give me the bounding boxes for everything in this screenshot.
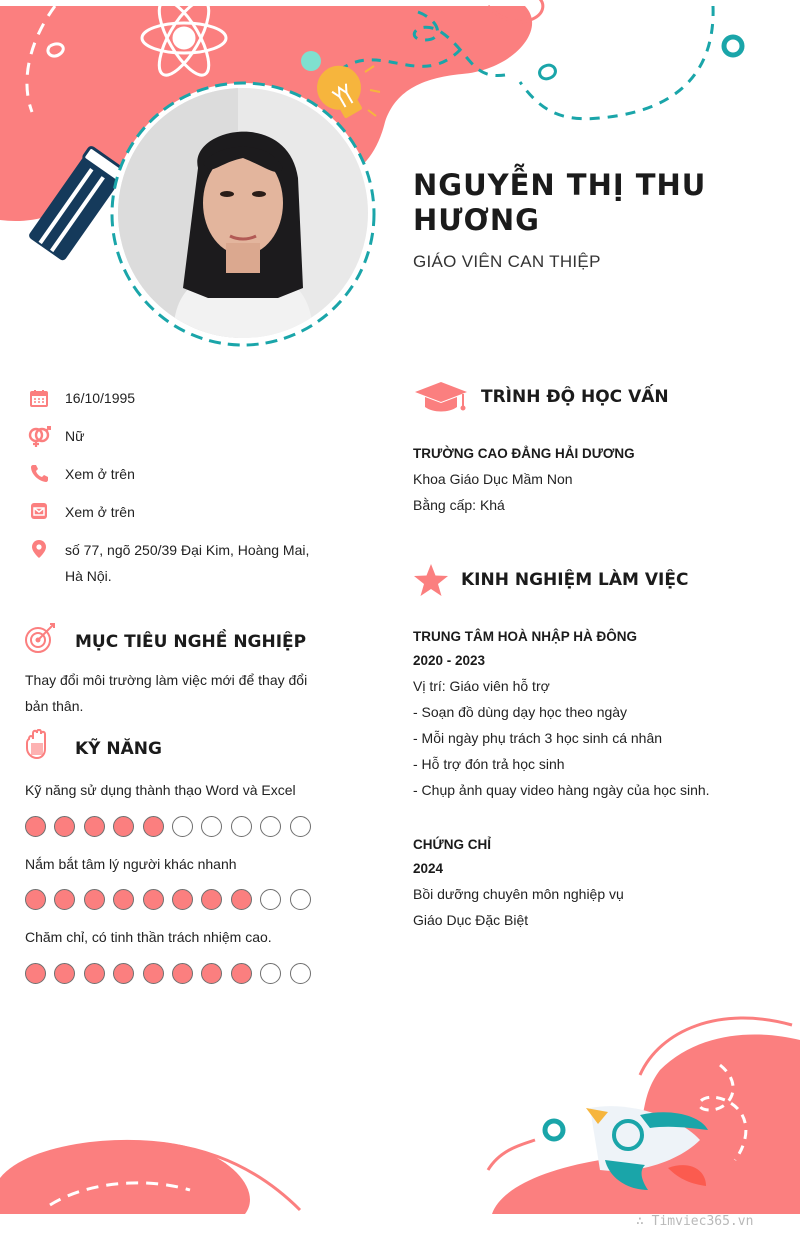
education-block <box>413 442 783 518</box>
phone-icon <box>25 464 53 486</box>
rating-dot-filled <box>25 889 46 910</box>
rating-dot-filled <box>172 889 193 910</box>
certificate-line: Giáo Dục Đặc Biệt <box>413 912 529 928</box>
rating-dot-empty <box>290 889 311 910</box>
phone-row <box>25 464 325 487</box>
rating-dot-filled <box>113 889 134 910</box>
email-row <box>25 502 325 525</box>
duty-item: - Soạn đồ dùng dạy học theo ngày <box>413 704 628 720</box>
skill-rating <box>25 889 311 910</box>
rating-dot-filled <box>231 889 252 910</box>
target-icon <box>24 622 58 654</box>
rating-dot-filled <box>54 889 75 910</box>
objective-title: MỤC TIÊU NGHỀ NGHIỆP <box>75 632 307 652</box>
rating-dot-empty <box>260 963 281 984</box>
position: Vị trí: Giáo viên hỗ trợ <box>413 678 550 694</box>
skill-rating <box>25 963 311 984</box>
company-name: TRUNG TÂM HOÀ NHẬP HÀ ĐÔNG <box>413 629 637 644</box>
experience-title: KINH NGHIỆM LÀM VIỆC <box>461 570 689 590</box>
calendar-icon <box>25 388 53 410</box>
skills-title: KỸ NĂNG <box>75 739 162 759</box>
gender-text: Nữ <box>65 428 85 444</box>
gender-icon <box>25 426 53 448</box>
address-text: số 77, ngõ 250/39 Đại Kim, Hoàng Mai, Hà Nội. <box>65 542 310 584</box>
hand-icon <box>25 729 49 759</box>
experience-block <box>413 625 783 803</box>
graduation-cap-icon <box>413 380 469 414</box>
duty-item: - Mỗi ngày phụ trách 3 học sinh cá nhân <box>413 730 663 746</box>
job-title: GIÁO VIÊN CAN THIỆP <box>413 252 601 271</box>
rating-dot-filled <box>172 963 193 984</box>
certificate-line: Bồi dưỡng chuyên môn nghiệp vụ <box>413 886 624 902</box>
work-period: 2020 - 2023 <box>413 653 486 668</box>
rating-dot-filled <box>201 963 222 984</box>
rating-dot-filled <box>231 963 252 984</box>
address-row <box>25 540 325 589</box>
faculty: Khoa Giáo Dục Mầm Non <box>413 471 573 487</box>
rating-dot-filled <box>25 816 46 837</box>
degree: Bằng cấp: Khá <box>413 497 505 513</box>
rating-dot-empty <box>290 816 311 837</box>
rating-dot-filled <box>25 963 46 984</box>
birthday-text: 16/10/1995 <box>65 390 136 406</box>
rating-dot-filled <box>113 963 134 984</box>
star-icon <box>413 563 449 597</box>
watermark: ∴ Timviec365.vn <box>636 1214 754 1229</box>
gender-row <box>25 426 325 449</box>
duty-item: - Hỗ trợ đón trả học sinh <box>413 756 565 772</box>
rating-dot-filled <box>113 816 134 837</box>
rating-dot-filled <box>201 889 222 910</box>
duty-item: - Chụp ảnh quay video hàng ngày của học sinh. <box>413 782 710 798</box>
rating-dot-empty <box>172 816 193 837</box>
skill-rating <box>25 816 311 837</box>
rating-dot-empty <box>260 816 281 837</box>
candidate-name: NGUYỄN THỊ THU HƯƠNG <box>413 168 707 237</box>
rating-dot-filled <box>84 889 105 910</box>
skill-label: Chăm chỉ, có tinh thần trách nhiệm cao. <box>25 929 272 945</box>
rating-dot-filled <box>143 963 164 984</box>
certificates-block <box>413 833 783 933</box>
school-name: TRƯỜNG CAO ĐẲNG HẢI DƯƠNG <box>413 446 635 461</box>
phone-text: Xem ở trên <box>65 466 135 482</box>
location-icon <box>25 540 53 562</box>
rating-dot-filled <box>143 889 164 910</box>
skill-label: Kỹ năng sử dụng thành thạo Word và Excel <box>25 782 296 798</box>
birthday-row <box>25 388 325 411</box>
rating-dot-filled <box>84 816 105 837</box>
avatar <box>118 88 368 338</box>
email-text: Xem ở trên <box>65 504 135 520</box>
certificates-title: CHỨNG CHỈ <box>413 837 491 852</box>
rating-dot-filled <box>84 963 105 984</box>
rating-dot-filled <box>143 816 164 837</box>
rating-dot-empty <box>290 963 311 984</box>
rating-dot-empty <box>260 889 281 910</box>
rating-dot-filled <box>54 963 75 984</box>
objective-text: Thay đổi môi trường làm việc mới để thay đổi bản thân. <box>25 672 308 714</box>
email-icon <box>25 502 53 524</box>
rating-dot-empty <box>231 816 252 837</box>
certificate-year: 2024 <box>413 861 444 876</box>
rating-dot-filled <box>54 816 75 837</box>
rating-dot-empty <box>201 816 222 837</box>
skill-label: Nắm bắt tâm lý người khác nhanh <box>25 856 237 872</box>
education-title: TRÌNH ĐỘ HỌC VẤN <box>481 387 669 407</box>
